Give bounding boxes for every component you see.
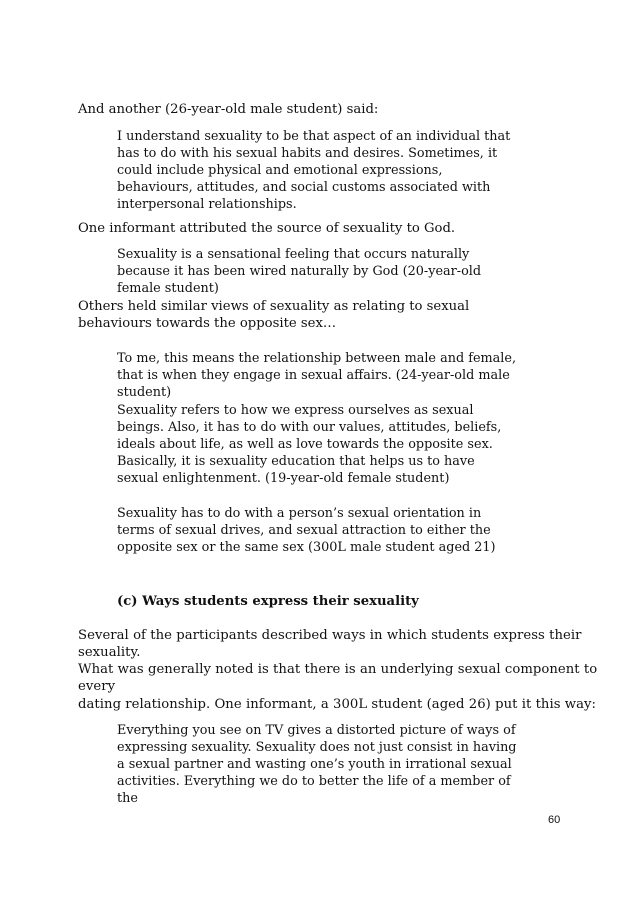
- intro-paragraph-3: Others held similar views of sexuality as relating to sexual behaviours towards the opposite sex…: [78, 299, 470, 331]
- block-quote-2: Sexuality is a sensational feeling that occurs naturally because it has been wired naturally by God (20-year-old female student): [117, 247, 482, 296]
- body-line-3: dating relationship. One informant, a 300L student (aged 26) put it this way:: [78, 697, 597, 712]
- block-quote-6: Everything you see on TV gives a distorted picture of ways of expressing sexuality. Sexuality does not just consist in having a sexual partner and wasting one’s youth in irrational sexual activities. Everything we do to better the life of a member of the: [117, 723, 517, 806]
- body-line-2: What was generally noted is that there is an underlying sexual component to every: [78, 662, 598, 694]
- page-number: 60: [548, 814, 561, 826]
- intro-paragraph-1: And another (26-year-old male student) said:: [78, 102, 379, 117]
- body-line-1: Several of the participants described ways in which students express their sexuality.: [78, 628, 582, 660]
- block-quote-3: To me, this means the relationship between male and female, that is when they engage in sexual affairs. (24-year-old male student): [117, 351, 517, 400]
- intro-paragraph-2: One informant attributed the source of sexuality to God.: [78, 221, 456, 236]
- block-quote-5: Sexuality has to do with a person’s sexual orientation in terms of sexual drives, and sexual attraction to either the opposite sex or the same sex (300L male student aged 21): [117, 506, 496, 555]
- block-quote-4: Sexuality refers to how we express ourselves as sexual beings. Also, it has to do with our values, attitudes, beliefs, ideals about life, as well as love towards the opposite sex. Basically, it is sexuality education that helps us to have sexual enlightenment. (19-year-old female student): [117, 403, 502, 486]
- section-heading-c: (c) Ways students express their sexuality: [117, 594, 419, 609]
- block-quote-1: I understand sexuality to be that aspect of an individual that has to do with his sexual habits and desires. Sometimes, it could include physical and emotional expressions, behaviours, attitudes, and social customs associated with interpersonal relationships.: [117, 129, 511, 212]
